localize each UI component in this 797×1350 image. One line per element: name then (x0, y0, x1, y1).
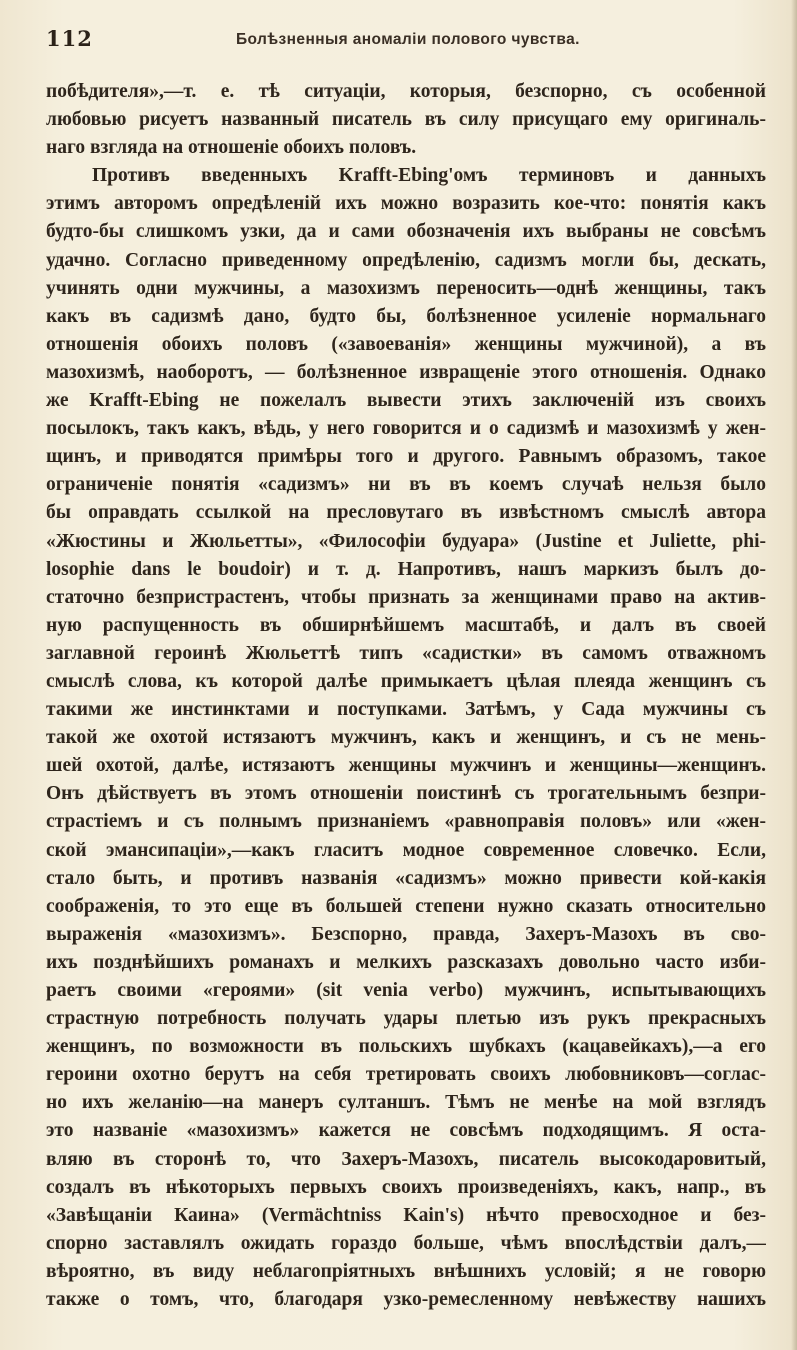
text-line: бы оправдать ссылкой на пресловутаго въ извѣстномъ смыслѣ автора (46, 502, 766, 524)
text-line: учинять одни мужчины, а мазохизмъ переносить—однѣ женщины, такъ (46, 277, 766, 299)
text-line: такой же охотой истязаютъ мужчинъ, какъ и женщинъ, и съ не мень- (46, 727, 766, 749)
text-line: статочно безпристрастенъ, чтобы признать за женщинами право на актив- (46, 586, 766, 608)
text-line: страстіемъ и съ полнымъ признаніемъ «равноправія половъ» или «жен- (46, 811, 766, 833)
text-line: ихъ позднѣйшихъ романахъ и мелкихъ разсказахъ довольно часто изби- (46, 951, 766, 973)
text-line: вляю въ сторонѣ то, что Захеръ-Мазохъ, писатель высокодаровитый, (46, 1148, 766, 1170)
text-line: стало быть, и противъ названія «садизмъ» можно привести кой-какія (46, 867, 766, 889)
text-line: какъ въ садизмѣ дано, будто бы, болѣзненное усиленіе нормальнаго (46, 305, 766, 327)
text-line: мазохизмѣ, наоборотъ, — болѣзненное извращеніе этого отношенія. Однако (46, 361, 766, 383)
text-line: создалъ въ нѣкоторыхъ первыхъ своихъ произведеніяхъ, какъ, напр., въ (46, 1176, 766, 1198)
text-line: посылокъ, такъ какъ, вѣдь, у него говорится и о садизмѣ и мазохизмѣ у жен- (46, 418, 766, 440)
text-line: щинъ, и приводятся примѣры того и другого. Равнымъ образомъ, такое (46, 446, 766, 468)
text-line: отношенія обоихъ половъ («завоеванія» женщины мужчиной), а въ (46, 333, 766, 355)
text-line: любовью рисуетъ названный писатель въ силу присущаго ему оригиналь- (46, 109, 766, 131)
text-line: же Krafft-Ebing не пожелалъ вывести этихъ заключеній изъ своихъ (46, 390, 766, 412)
text-line: также о томъ, что, благодаря узко-ремесленному невѣжеству нашихъ (46, 1289, 766, 1311)
text-line: спорно заставлялъ ожидать гораздо больше, чѣмъ впослѣдствіи далъ,— (46, 1232, 766, 1254)
text-line: вѣроятно, въ виду неблагопріятныхъ внѣшнихъ условій; я не говорю (46, 1260, 766, 1282)
text-line: ную распущенность въ обширнѣйшемъ масштабѣ, и далъ въ своей (46, 614, 766, 636)
text-line: ограниченіе понятія «садизмъ» ни въ въ коемъ случаѣ нельзя было (46, 474, 766, 496)
text-line: раетъ своими «героями» (sit venia verbo) мужчинъ, испытывающихъ (46, 980, 766, 1001)
page-number: 112 (46, 26, 93, 51)
text-line: ской эмансипаціи»,—какъ гласитъ модное современное словечко. Если, (46, 839, 766, 861)
text-line: побѣдителя»,—т. е. тѣ ситуаціи, которыя, безспорно, съ особенной (46, 81, 766, 102)
text-line: это названіе «мазохизмъ» кажется не совсѣмъ подходящимъ. Я оста- (46, 1120, 766, 1142)
text-line: будто-бы слишкомъ узки, да и сами обозначенія ихъ выбраны не совсѣмъ (46, 221, 766, 243)
text-line: такими же инстинктами и поступками. Затѣмъ, у Сада мужчины съ (46, 699, 766, 721)
text-line: заглавной героинѣ Жюльеттѣ типъ «садистки» въ самомъ отважномъ (46, 642, 766, 664)
page-header (46, 26, 766, 56)
text-line: «Завѣщаніи Каина» (Vermächtniss Kain's) нѣчто превосходное и без- (46, 1204, 766, 1226)
text-line: этимъ авторомъ опредѣленій ихъ можно возразить кое-что: понятія какъ (46, 193, 766, 215)
text-line: страстную потребность получать удары плетью изъ рукъ прекрасныхъ (46, 1008, 766, 1030)
text-line: наго взгляда на отношеніе обоихъ половъ. (46, 137, 417, 159)
body-text (46, 78, 766, 1314)
running-head: Болѣзненныя аномаліи полового чувства. (236, 31, 580, 48)
text-line: женщинъ, по возможности въ польскихъ шубкахъ (кацавейкахъ),—а его (46, 1036, 766, 1058)
text-line: героини охотно берутъ на себя третировать своихъ любовниковъ—соглас- (46, 1064, 766, 1086)
text-line: «Жюстины и Жюльетты», «Философіи будуара» (Justine et Juliette, phi- (46, 530, 766, 552)
text-line: Противъ введенныхъ Krafft-Ebing'омъ терминовъ и данныхъ (92, 165, 766, 187)
text-line: удачно. Согласно приведенному опредѣленію, садизмъ могли бы, дескать, (46, 249, 766, 271)
text-line: выраженія «мазохизмъ». Безспорно, правда, Захеръ-Мазохъ въ сво- (46, 923, 766, 945)
page-edge-shadow (791, 0, 797, 1350)
text-line: но ихъ желанію—на манеръ султаншъ. Тѣмъ не менѣе на мой взглядъ (46, 1092, 766, 1114)
text-line: смыслѣ слова, къ которой далѣе примыкаетъ цѣлая плеяда женщинъ съ (46, 670, 766, 692)
text-line: losophie dans le boudoir) и т. д. Напротивъ, нашъ маркизъ былъ до- (46, 558, 766, 580)
text-line: Онъ дѣйствуетъ въ этомъ отношеніи поистинѣ съ трогательнымъ безпри- (46, 783, 766, 805)
text-line: шей охотой, далѣе, истязаютъ женщины мужчинъ и женщины—женщинъ. (46, 755, 766, 777)
text-line: соображенія, то это еще въ большей степени нужно сказать относительно (46, 895, 766, 917)
